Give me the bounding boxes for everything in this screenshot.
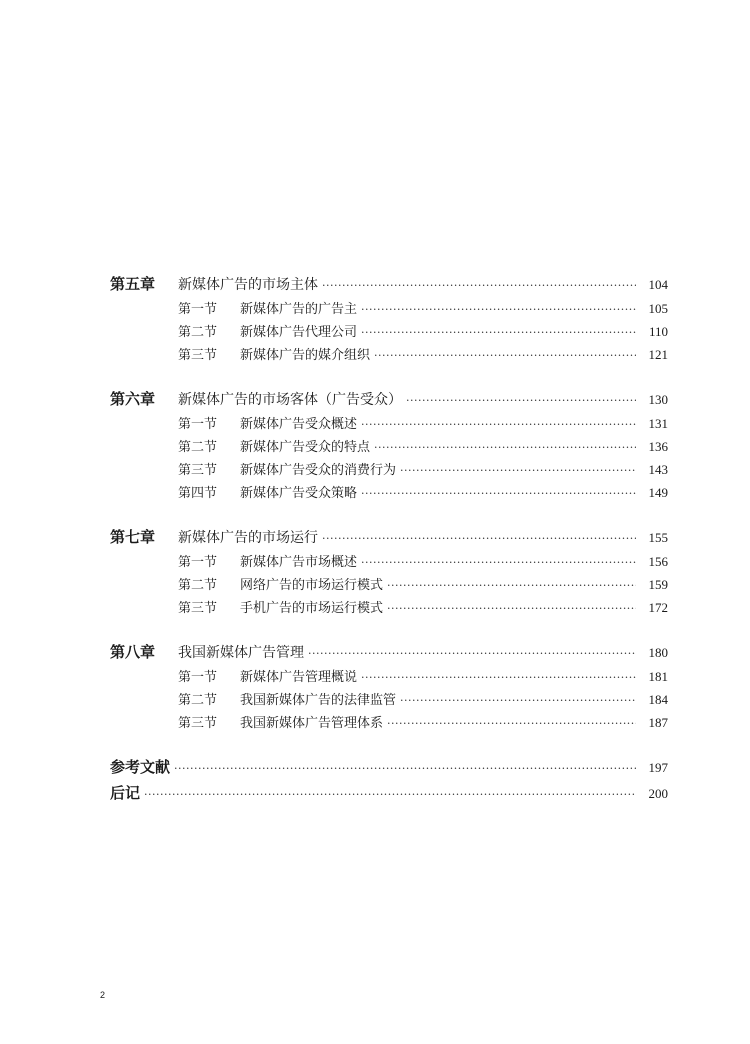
chapter-entry[interactable]: [110, 639, 668, 665]
section-number: 第二节: [178, 325, 218, 340]
section-number: 第三节: [178, 716, 218, 731]
section-title: 新媒体广告受众的消费行为: [240, 463, 397, 478]
chapter-title: 新媒体广告的市场运行: [178, 530, 318, 546]
section-title: 新媒体广告的媒介组织: [240, 348, 371, 363]
back-matter-entry[interactable]: [110, 780, 668, 806]
dot-leader: [322, 526, 636, 552]
section-number: 第二节: [178, 440, 218, 455]
dot-leader: [400, 459, 636, 482]
page-number: 2: [100, 990, 106, 1000]
chapter-number: 第八章: [110, 643, 156, 661]
chapter-page: 130: [648, 392, 668, 407]
section-entry[interactable]: [110, 343, 668, 366]
back-matter-page: 200: [648, 786, 668, 801]
dot-leader: [174, 756, 636, 782]
section-page: 156: [648, 554, 668, 569]
section-number: 第三节: [178, 463, 218, 478]
dot-leader: [361, 321, 636, 344]
chapter-number: 第七章: [110, 528, 156, 546]
dot-leader: [406, 388, 636, 414]
chapter-block: [110, 524, 668, 619]
section-number: 第一节: [178, 417, 218, 432]
dot-leader: [387, 712, 636, 735]
dot-leader: [400, 689, 636, 712]
chapter-entry[interactable]: [110, 386, 668, 412]
section-title: 我国新媒体广告管理体系: [240, 716, 384, 731]
back-matter-title: 后记: [110, 784, 141, 802]
section-entry[interactable]: [110, 665, 668, 688]
section-title: 新媒体广告受众的特点: [240, 440, 371, 455]
section-page: 105: [648, 301, 668, 316]
section-page: 143: [648, 462, 668, 477]
section-entry[interactable]: [110, 596, 668, 619]
back-matter: [110, 754, 668, 806]
section-page: 181: [648, 669, 668, 684]
section-number: 第三节: [178, 348, 218, 363]
dot-leader: [308, 641, 636, 667]
section-entry[interactable]: [110, 297, 668, 320]
back-matter-page: 197: [648, 760, 668, 775]
section-title: 新媒体广告市场概述: [240, 555, 358, 570]
chapter-page: 104: [648, 277, 668, 292]
chapter-number: 第六章: [110, 390, 156, 408]
chapter-title: 新媒体广告的市场客体（广告受众）: [178, 392, 402, 408]
section-page: 172: [648, 600, 668, 615]
section-number: 第一节: [178, 555, 218, 570]
section-entry[interactable]: [110, 458, 668, 481]
chapter-page: 180: [648, 645, 668, 660]
section-entry[interactable]: [110, 688, 668, 711]
section-entry[interactable]: [110, 573, 668, 596]
dot-leader: [361, 298, 636, 321]
dot-leader: [374, 436, 636, 459]
section-number: 第二节: [178, 578, 218, 593]
table-of-contents: [110, 271, 668, 806]
dot-leader: [361, 413, 636, 436]
chapter-block: [110, 386, 668, 504]
section-entry[interactable]: [110, 481, 668, 504]
section-entry[interactable]: [110, 550, 668, 573]
section-title: 网络广告的市场运行模式: [240, 578, 384, 593]
section-title: 新媒体广告受众概述: [240, 417, 358, 432]
chapter-number: 第五章: [110, 275, 156, 293]
section-page: 184: [648, 692, 668, 707]
section-number: 第二节: [178, 693, 218, 708]
dot-leader: [361, 666, 636, 689]
section-title: 我国新媒体广告的法律监管: [240, 693, 397, 708]
section-title: 新媒体广告受众策略: [240, 486, 358, 501]
chapter-title: 我国新媒体广告管理: [178, 645, 304, 661]
section-title: 新媒体广告管理概说: [240, 670, 358, 685]
chapter-entry[interactable]: [110, 524, 668, 550]
section-title: 新媒体广告代理公司: [240, 325, 358, 340]
dot-leader: [387, 597, 636, 620]
dot-leader: [361, 551, 636, 574]
section-page: 136: [648, 439, 668, 454]
section-title: 手机广告的市场运行模式: [240, 601, 384, 616]
section-page: 159: [648, 577, 668, 592]
section-page: 149: [648, 485, 668, 500]
section-entry[interactable]: [110, 711, 668, 734]
section-entry[interactable]: [110, 435, 668, 458]
section-page: 187: [648, 715, 668, 730]
chapter-block: [110, 639, 668, 734]
chapter-block: [110, 271, 668, 366]
dot-leader: [387, 574, 636, 597]
section-entry[interactable]: [110, 320, 668, 343]
section-number: 第一节: [178, 302, 218, 317]
section-page: 121: [648, 347, 668, 362]
back-matter-title: 参考文献: [110, 758, 171, 776]
section-number: 第四节: [178, 486, 218, 501]
dot-leader: [374, 344, 636, 367]
chapter-page: 155: [648, 530, 668, 545]
section-entry[interactable]: [110, 412, 668, 435]
chapter-title: 新媒体广告的市场主体: [178, 277, 318, 293]
dot-leader: [361, 482, 636, 505]
section-number: 第三节: [178, 601, 218, 616]
section-title: 新媒体广告的广告主: [240, 302, 358, 317]
dot-leader: [322, 273, 636, 299]
dot-leader: [144, 782, 636, 808]
section-number: 第一节: [178, 670, 218, 685]
section-page: 110: [648, 324, 668, 339]
section-page: 131: [648, 416, 668, 431]
chapter-entry[interactable]: [110, 271, 668, 297]
back-matter-entry[interactable]: [110, 754, 668, 780]
